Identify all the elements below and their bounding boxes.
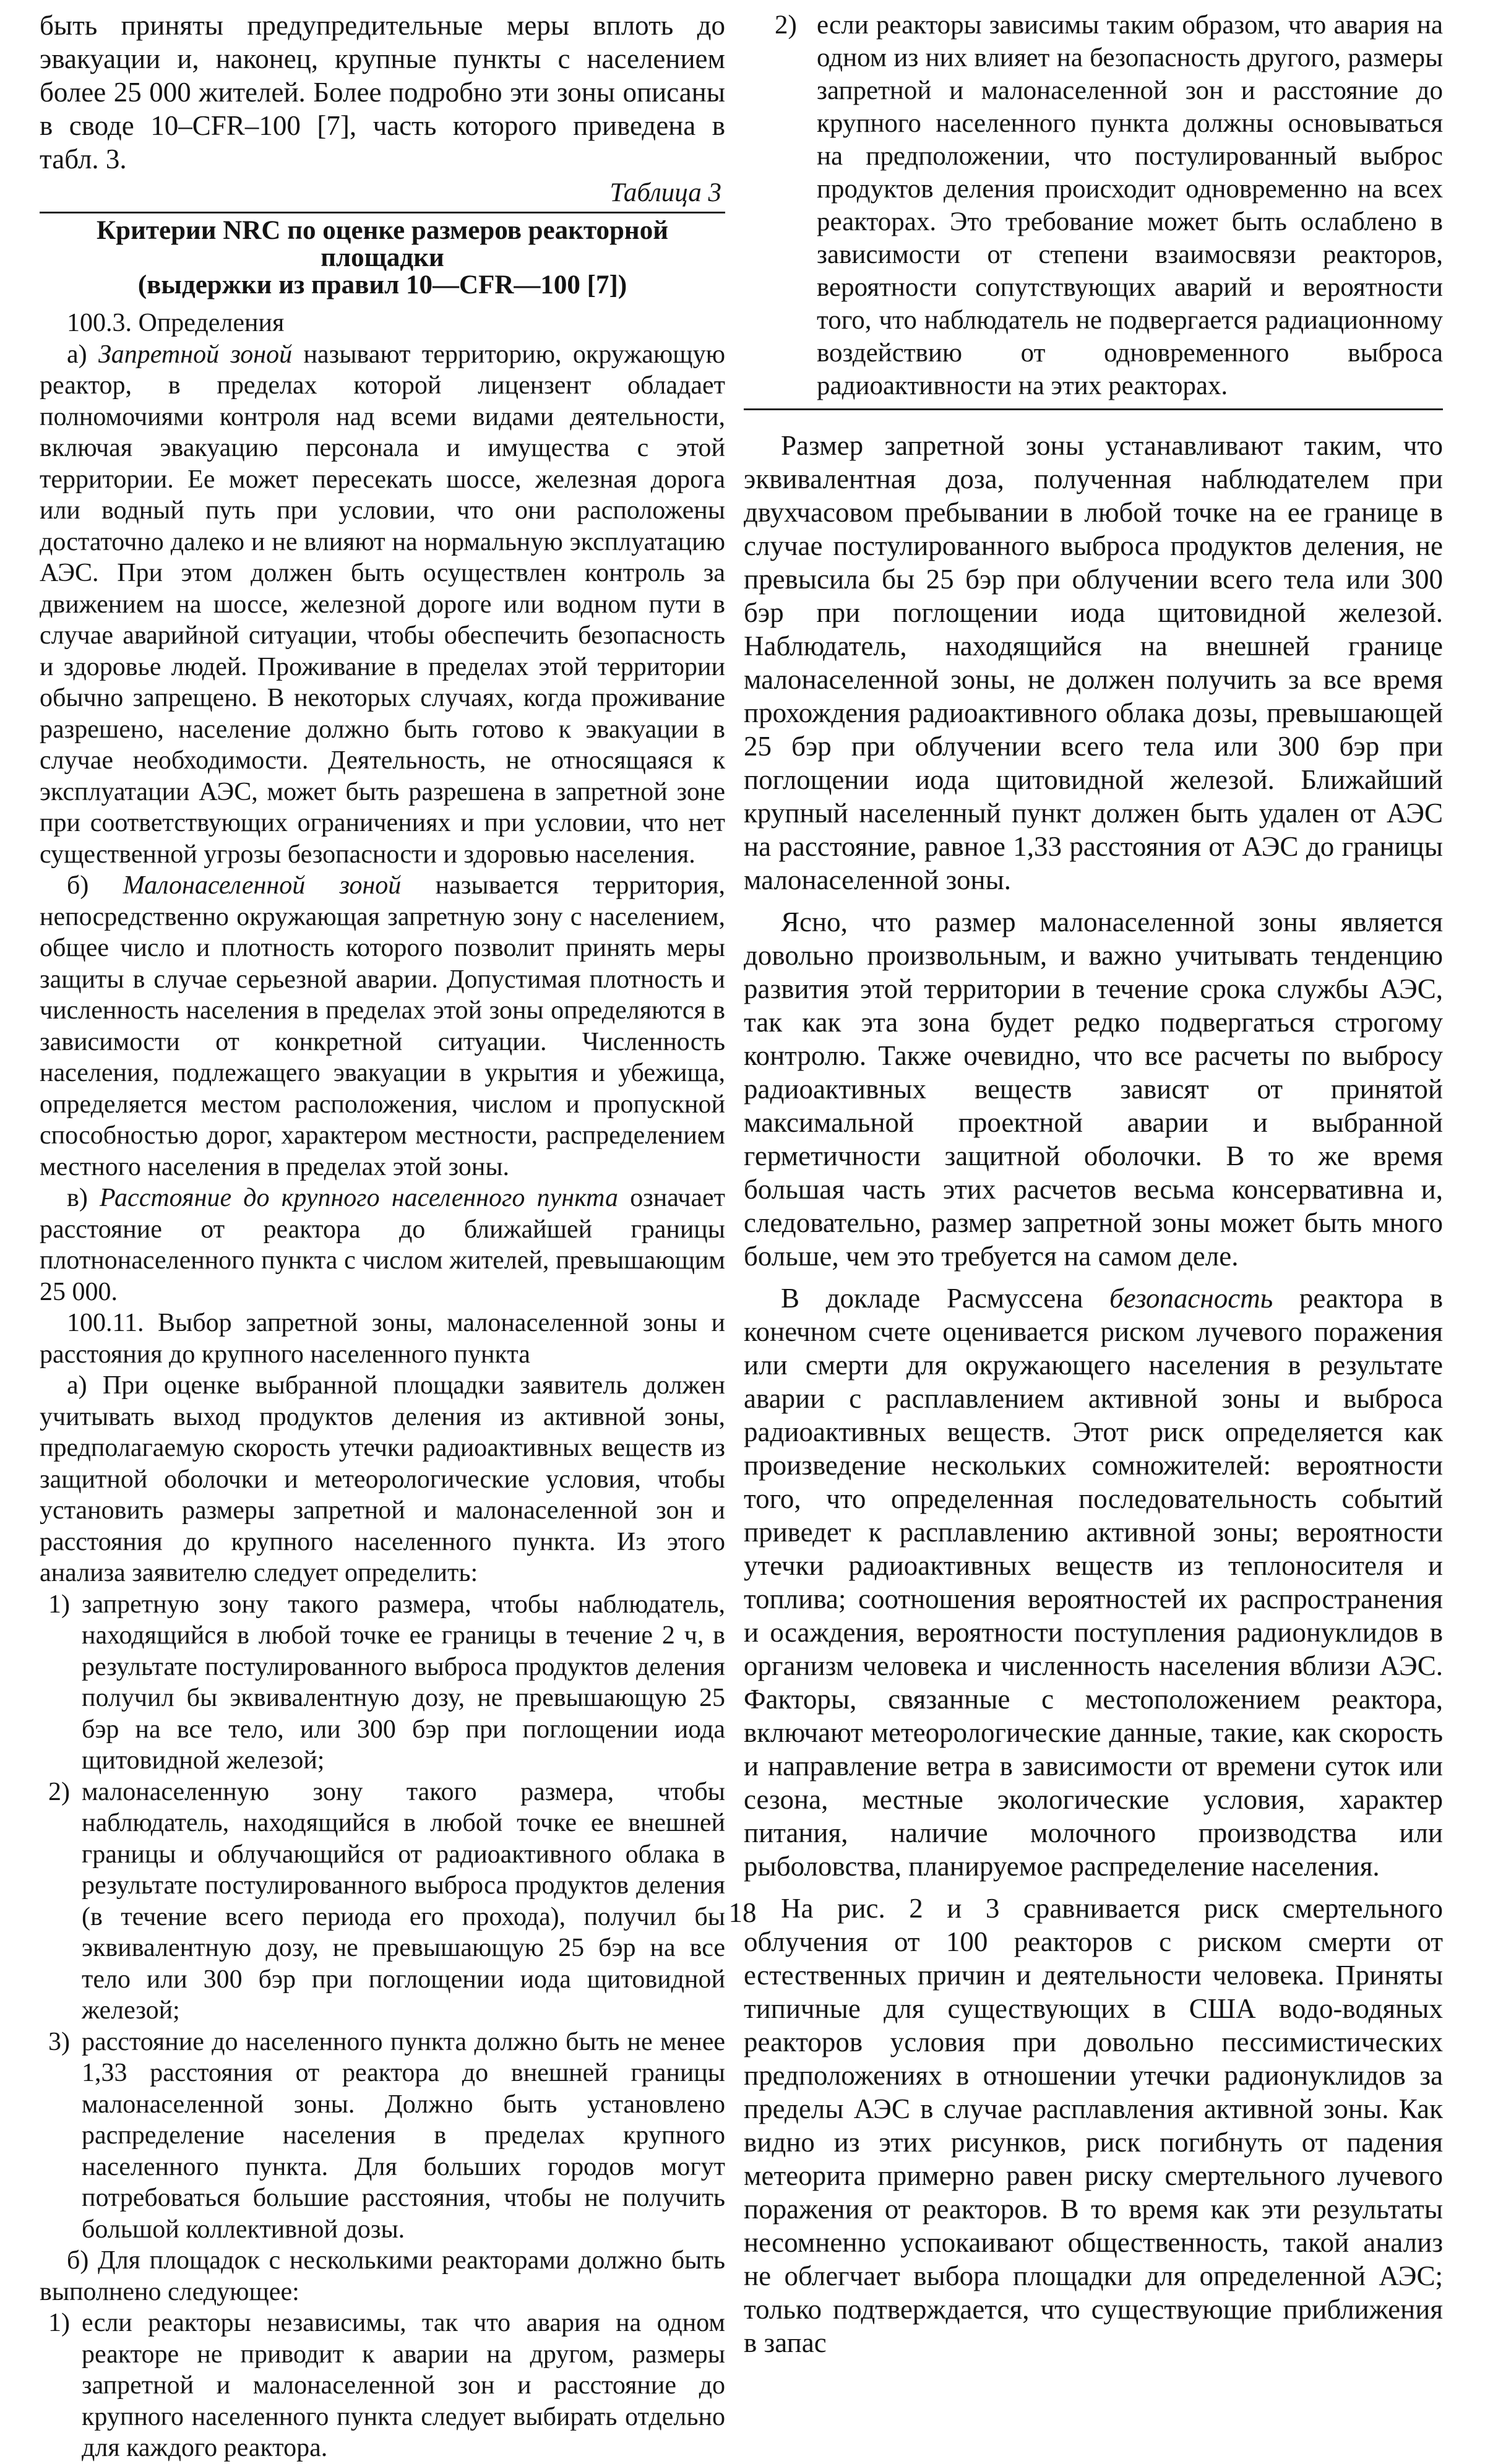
list-text: если реакторы зависимы таким образом, что авария на одном из них влияет на безопасность другого, размеры запретной и малонаселенной зон и расстояние до крупного населенного пункта должны основываться на предположении, что постулированный выброс продуктов деления происходит одновременно на всех реакторах. Это требование может быть ослаблено в зависимости от степени взаимосвязи реакторов, вероятности сопутствующих аварий и вероятности того, что наблюдатель не подвергается радиационному воздействию от одновременного выброса радиоактивности на этих реакторах.	[817, 11, 1443, 400]
paragraph: Ясно, что размер малонаселенной зоны является довольно произвольным, и важно учитывать тенденцию развития этой территории в течение срока службы АЭС, так как эта зона будет редко подвергаться строгому контролю. Также очевидно, что все расчеты по выбросу радиоактивных веществ зависят от принятой максимальной проектной аварии и выбранной герметичности защитной оболочки. В то же время большая часть этих расчетов весьма консервативна и, следовательно, размер запретной зоны может быть много больше, чем это требуется на самом деле.	[744, 907, 1443, 1272]
definition-a-text: называют территорию, окружающую реактор, в пределах которой лицензент обладает полномочиями контроля над всеми видами деятельности, включая эвакуацию персонала и имущества с этой территории. Ее может пересекать шоссе, железная дорога или водный путь при условии, что они расположены достаточно далеко и не влияют на нормальную эксплуатацию АЭС. При этом должен быть осуществлен контроль за движением на шоссе, железной дороге или водном пути в случае аварийной ситуации, чтобы обеспечить безопасность и здоровье людей. Проживание в пределах этой территории обычно запрещено. В некоторых случаях, когда проживание разрешено, население должно быть готово к эвакуации в случае необходимости. Деятельность, не относящаяся к эксплуатации АЭС, может быть разрешена в запретной зоне при соответствующих ограничениях и при условии, что нет существенной угрозы безопасности и здоровью населения.	[40, 340, 725, 869]
definition-a-term: Запретной зоной	[98, 340, 293, 369]
definition-a	[40, 339, 725, 871]
list-number: 2)	[48, 1777, 70, 1806]
right-column	[744, 9, 1443, 2359]
list-item	[744, 9, 1443, 402]
list-text: если реакторы независимы, так что авария на одном реакторе не приводит к аварии на другом, размеры запретной и малонаселенной зон и расстояние до крупного населенного пункта следует выбирать отдельно для каждого реактора.	[82, 2309, 725, 2462]
definition-a-lead: а)	[67, 340, 99, 369]
table-title-line-1: Критерии NRC по оценке размеров реакторной площадки	[97, 216, 668, 272]
paragraph-text: реактора в конечном счете оценивается риском лучевого поражения или смерти для окружающего населения в результате аварии с расплавлением активной зоны и выброса радиоактивных веществ. Этот риск определяется как произведение нескольких сомножителей: вероятности того, что определенная последовательность событий приведет к расплавлению активной зоны; вероятности утечки радиоактивных веществ из теплоносителя и топлива; соотношения вероятностей их распространения и осаждения, вероятности поступления радионуклидов в организм человека и численность населения вблизи АЭС. Факторы, связанные с местоположением реактора, включают метеорологические данные, такие, как скорость и направление ветра в зависимости от времени суток или сезона, местные экологические условия, характер питания, наличие молочного производства или рыболовства, планируемое распределение населения.	[744, 1283, 1444, 1882]
list-text: малонаселенную зону такого размера, чтобы наблюдатель, находящийся в любой точке ее внешней границы и облучающийся от радиоактивного облака в результате постулированного выброса продуктов деления (в течение всего периода его прохода), получил бы эквивалентную дозу, не превышающую 25 бэр на все тело или 300 бэр при поглощении иода щитовидной железой;	[82, 1777, 725, 2025]
left-column	[40, 9, 725, 2464]
list-number: 2)	[775, 11, 797, 40]
list-number: 1)	[48, 1590, 70, 1619]
list-text: расстояние до населенного пункта должно быть не менее 1,33 расстояния от реактора до внешней границы малонаселенной зоны. Должно быть установлено распределение населения в пределах крупного населенного пункта. Для больших городов могут потребоваться большие расстояния, чтобы не получить большой коллективной дозы.	[82, 2027, 725, 2244]
table-top-rule	[40, 212, 725, 213]
table-bottom-rule	[744, 408, 1443, 410]
list-text: запретную зону такого размера, чтобы наблюдатель, находящийся в любой точке ее границы в течение 2 ч, в результате постулированного выброса продуктов деления получил бы эквивалентную дозу, не превышающую 25 бэр на все тело, или 300 бэр при поглощении иода щитовидной железой;	[82, 1590, 725, 1775]
definition-b-lead: б)	[67, 871, 123, 900]
table-title-line-2: (выдержки из правил 10—CFR—100 [7])	[137, 270, 627, 299]
section-heading-definitions: 100.3. Определения	[67, 309, 285, 337]
list-item	[40, 2307, 725, 2464]
paragraph-emphasis: безопасность	[1109, 1283, 1273, 1314]
definition-c-term: Расстояние до крупного населенного пункта	[100, 1184, 619, 1212]
list-number: 3)	[48, 2027, 70, 2056]
definition-b	[40, 870, 725, 1182]
definition-b-term: Малонаселенной зоной	[123, 871, 402, 900]
definition-c-lead: в)	[67, 1184, 100, 1212]
list-number: 1)	[48, 2309, 70, 2337]
table-title	[40, 217, 725, 299]
section-heading-selection: 100.11. Выбор запретной зоны, малонаселенной зоны и расстояния до крупного населенного пункта	[40, 1309, 725, 1369]
paragraph: Размер запретной зоны устанавливают таким, что эквивалентная доза, полученная наблюдателем при двухчасовом пребывании в любой точке на ее границе в случае постулированного выброса продуктов деления, не превысила бы 25 бэр при облучении всего тела или 300 бэр при поглощении иода щитовидной железой. Наблюдатель, находящийся на внешней границе малонаселенной зоны, не должен получить за все время прохождения радиоактивного облака дозы, превышающей 25 бэр при облучении всего тела или 300 бэр при поглощении иода щитовидной железой. Ближайший крупный населенный пункт должен быть удален от АЭС на расстояние, равное 1,33 расстояния от АЭС до границы малонаселенной зоны.	[744, 430, 1443, 895]
list-item	[40, 1589, 725, 1777]
table-label: Таблица 3	[609, 178, 721, 207]
intro-paragraph: быть приняты предупредительные меры вплоть до эвакуации и, наконец, крупные пункты с населением более 25 000 жителей. Более подробно эти зоны описаны в своде 10–CFR–100 [7], часть которого приведена в табл. 3.	[40, 10, 725, 174]
list-item	[40, 2027, 725, 2246]
selection-b: б) Для площадок с несколькими реакторами должно быть выполнено следующее:	[40, 2246, 725, 2306]
page-number: 18	[728, 1897, 757, 1928]
definition-c-text: означает расстояние от реактора до ближайшей границы плотнонаселенного пункта с числом жителей, превышающим 25 000.	[40, 1184, 725, 1306]
definition-b-text: называется территория, непосредственно окружающая запретную зону с населением, общее число и плотность которого позволит принять меры защиты в случае серьезной аварии. Допустимая плотность и численность населения в пределах этой зоны определяются в зависимости от конкретной ситуации. Численность населения, подлежащего эвакуации в укрытия и убежища, определяется местом расположения, числом и пропускной способностью дорог, характером местности, распределением местного населения в пределах этой зоны.	[40, 871, 726, 1181]
paragraph-text: В докладе Расмуссена	[781, 1283, 1109, 1314]
definition-c	[40, 1182, 725, 1307]
selection-a: а) При оценке выбранной площадки заявитель должен учитывать выход продуктов деления из активной зоны, предполагаемую скорость утечки радиоактивных веществ из защитной оболочки и метеорологические условия, чтобы установить размеры запретной и малонаселенной зон и расстояния до крупного населенного пункта. Из этого анализа заявителю следует определить:	[40, 1371, 725, 1587]
paragraph: На рис. 2 и 3 сравнивается риск смертельного облучения от 100 реакторов с риском смерти от естественных причин и деятельности человека. Приняты типичные для существующих в США водо-водяных реакторов условия при довольно пессимистических предположениях в отношении утечки радионуклидов за пределы АЭС в случае расплавления активной зоны. Как видно из этих рисунков, риск погибнуть от падения метеорита примерно равен риску смертельного лучевого поражения от реакторов. В то время как эти результаты несомненно успокаивают общественность, такой анализ не облегчает выбора площадки для определенной АЭС; только подтверждается, что существующие приближения в запас	[744, 1893, 1443, 2358]
paragraph	[744, 1282, 1443, 1883]
